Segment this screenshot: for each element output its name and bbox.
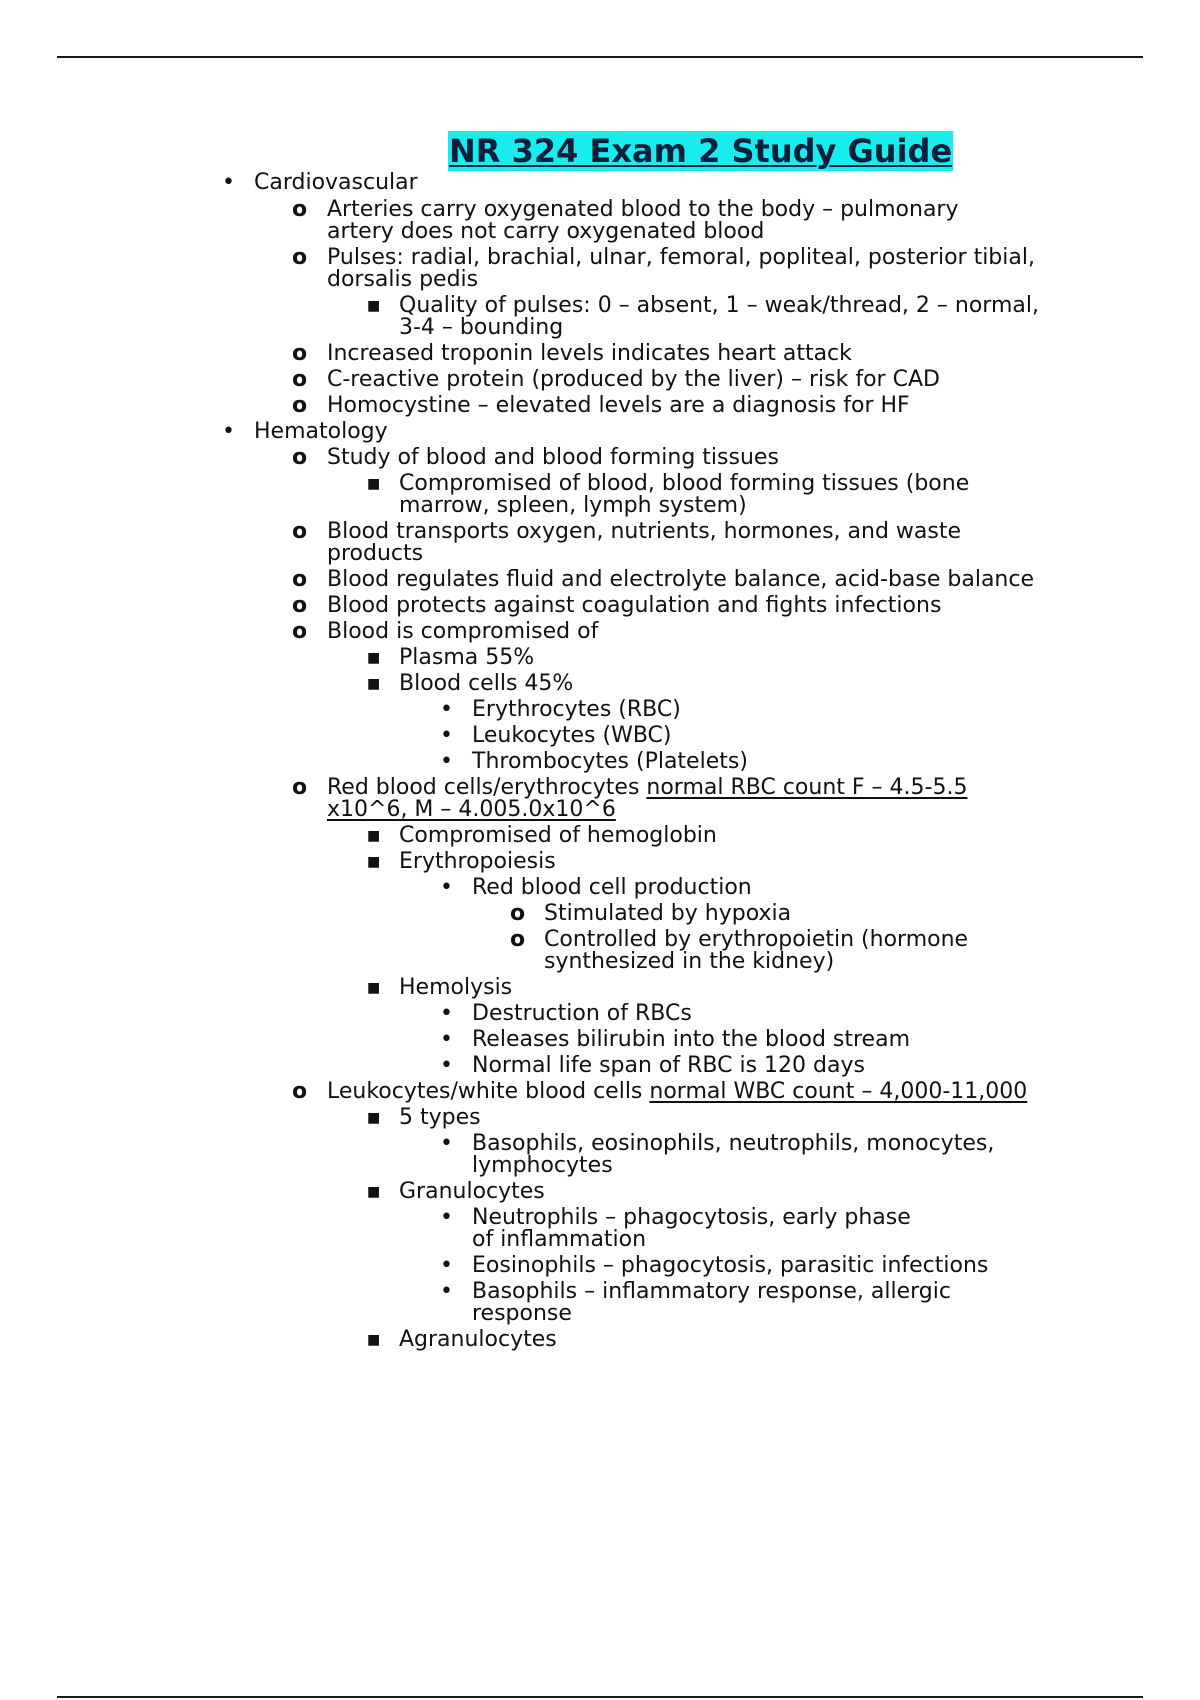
- outline-text: 5 types: [399, 1105, 481, 1130]
- outline-text: Agranulocytes: [399, 1327, 557, 1352]
- outline-line-continuation: [0, 797, 616, 823]
- bullet-marker-icon: o: [292, 775, 308, 800]
- outline-text: Erythropoiesis: [399, 849, 556, 874]
- outline-text: 3-4 – bounding: [399, 315, 564, 340]
- bullet-marker-icon: ■: [367, 854, 381, 870]
- outline-text: Controlled by erythropoietin (hormone: [544, 927, 969, 952]
- outline-text: Plasma 55%: [399, 645, 535, 670]
- outline-item: [0, 1179, 545, 1205]
- bullet-marker-icon: ■: [367, 1332, 381, 1348]
- outline-text: Hematology: [254, 419, 388, 444]
- outline-text: Homocystine – elevated levels are a diagnosis for HF: [327, 393, 910, 418]
- outline-text: Blood transports oxygen, nutrients, hormones, and waste: [327, 519, 962, 544]
- outline-line-continuation: [0, 315, 563, 341]
- bullet-marker-icon: o: [292, 245, 308, 270]
- bullet-marker-icon: o: [510, 927, 526, 952]
- outline-line-continuation: [0, 493, 747, 519]
- outline-item: [0, 1027, 910, 1053]
- bullet-marker-icon: •: [440, 875, 453, 900]
- outline-item: [0, 1001, 692, 1027]
- outline-text: response: [472, 1301, 572, 1326]
- outline-text: Red blood cells/erythrocytes: [327, 775, 647, 800]
- bullet-marker-icon: •: [222, 419, 235, 444]
- outline-text: synthesized in the kidney): [544, 949, 835, 974]
- bullet-marker-icon: ■: [367, 476, 381, 492]
- outline-text: Blood protects against coagulation and fights infections: [327, 593, 942, 618]
- outline-item: [0, 1105, 481, 1131]
- outline-text: dorsalis pedis: [327, 267, 479, 292]
- outline-line-continuation: [0, 541, 423, 567]
- outline-line-continuation: [0, 1301, 572, 1327]
- outline-item: [0, 875, 752, 901]
- outline-item: [0, 823, 717, 849]
- outline-item: [0, 170, 418, 196]
- header-rule: [57, 56, 1143, 58]
- outline-text: Leukocytes/white blood cells: [327, 1079, 650, 1104]
- outline-item: [0, 567, 1034, 593]
- underlined-reference-value: normal WBC count – 4,000-11,000: [649, 1079, 1028, 1104]
- underlined-reference-value: normal RBC count F – 4.5-5.5: [646, 775, 968, 800]
- outline-item: [0, 697, 681, 723]
- outline-text: Increased troponin levels indicates heart attack: [327, 341, 852, 366]
- outline-item: [0, 393, 910, 419]
- bullet-marker-icon: •: [440, 1253, 453, 1278]
- outline-text: Basophils, eosinophils, neutrophils, monocytes,: [472, 1131, 995, 1156]
- bullet-marker-icon: ■: [367, 1184, 381, 1200]
- footer-rule: [57, 1696, 1143, 1698]
- outline-text: Normal life span of RBC is 120 days: [472, 1053, 865, 1078]
- outline-text: Red blood cell production: [472, 875, 752, 900]
- bullet-marker-icon: ■: [367, 298, 381, 314]
- outline-text: Thrombocytes (Platelets): [472, 749, 748, 774]
- outline-item: [0, 645, 534, 671]
- outline-item: [0, 975, 512, 1001]
- outline-item: [0, 849, 556, 875]
- outline-text: Study of blood and blood forming tissues: [327, 445, 779, 470]
- outline-text: of inflammation: [472, 1227, 647, 1252]
- bullet-marker-icon: o: [292, 445, 308, 470]
- outline-text: Erythrocytes (RBC): [472, 697, 681, 722]
- outline-item: [0, 1253, 988, 1279]
- bullet-marker-icon: •: [440, 1131, 453, 1156]
- outline-item: [0, 593, 941, 619]
- bullet-marker-icon: o: [292, 519, 308, 544]
- bullet-marker-icon: •: [440, 749, 453, 774]
- outline-text: Stimulated by hypoxia: [544, 901, 792, 926]
- bullet-marker-icon: o: [292, 367, 308, 392]
- bullet-marker-icon: o: [292, 619, 308, 644]
- outline-text: Basophils – inflammatory response, allergic: [472, 1279, 951, 1304]
- outline-item: [0, 749, 748, 775]
- bullet-marker-icon: •: [222, 170, 235, 195]
- outline-text: Blood is compromised of: [327, 619, 599, 644]
- outline-text: Releases bilirubin into the blood stream: [472, 1027, 911, 1052]
- outline-text: Destruction of RBCs: [472, 1001, 692, 1026]
- outline-text: products: [327, 541, 424, 566]
- outline-text: Blood cells 45%: [399, 671, 574, 696]
- outline-text: marrow, spleen, lymph system): [399, 493, 747, 518]
- outline-line-continuation: [0, 1153, 613, 1179]
- outline-item: [0, 367, 940, 393]
- outline-text: Compromised of blood, blood forming tissues (bone: [399, 471, 970, 496]
- bullet-marker-icon: o: [510, 901, 526, 926]
- bullet-marker-icon: o: [292, 341, 308, 366]
- bullet-marker-icon: o: [292, 1079, 308, 1104]
- bullet-marker-icon: ■: [367, 1110, 381, 1126]
- outline-item: [0, 341, 852, 367]
- outline-text: Hemolysis: [399, 975, 513, 1000]
- outline-text: artery does not carry oxygenated blood: [327, 219, 765, 244]
- outline-text: Granulocytes: [399, 1179, 545, 1204]
- bullet-marker-icon: ■: [367, 980, 381, 996]
- outline-text: Leukocytes (WBC): [472, 723, 672, 748]
- bullet-marker-icon: ■: [367, 828, 381, 844]
- bullet-marker-icon: •: [440, 1001, 453, 1026]
- outline-line-continuation: [0, 219, 764, 245]
- outline-text: lymphocytes: [472, 1153, 613, 1178]
- bullet-marker-icon: •: [440, 1279, 453, 1304]
- outline-text: Quality of pulses: 0 – absent, 1 – weak/thread, 2 – normal,: [399, 293, 1039, 318]
- bullet-marker-icon: •: [440, 1205, 453, 1230]
- outline-item: [0, 901, 791, 927]
- outline-text: Arteries carry oxygenated blood to the body – pulmonary: [327, 197, 959, 222]
- bullet-marker-icon: •: [440, 723, 453, 748]
- bullet-marker-icon: •: [440, 1053, 453, 1078]
- outline-text: Pulses: radial, brachial, ulnar, femoral, popliteal, posterior tibial,: [327, 245, 1035, 270]
- outline-text: C-reactive protein (produced by the liver) – risk for CAD: [327, 367, 940, 392]
- outline-item: [0, 723, 671, 749]
- outline-line-continuation: [0, 267, 478, 293]
- outline-text: Neutrophils – phagocytosis, early phase: [472, 1205, 911, 1230]
- outline-text: Compromised of hemoglobin: [399, 823, 717, 848]
- outline-item: [0, 1327, 557, 1353]
- outline-text: Blood regulates fluid and electrolyte balance, acid-base balance: [327, 567, 1035, 592]
- outline-item: [0, 671, 573, 697]
- outline-item: [0, 445, 779, 471]
- underlined-reference-value: x10^6, M – 4.005.0x10^6: [327, 797, 616, 822]
- outline-line-continuation: [0, 949, 834, 975]
- outline-item: [0, 1079, 1027, 1105]
- outline-line-continuation: [0, 1227, 646, 1253]
- outline-text: Cardiovascular: [254, 170, 418, 195]
- bullet-marker-icon: ■: [367, 676, 381, 692]
- bullet-marker-icon: o: [292, 393, 308, 418]
- bullet-marker-icon: •: [440, 697, 453, 722]
- bullet-marker-icon: ■: [367, 650, 381, 666]
- outline-item: [0, 419, 388, 445]
- bullet-marker-icon: o: [292, 593, 308, 618]
- outline-text: Eosinophils – phagocytosis, parasitic infections: [472, 1253, 989, 1278]
- bullet-marker-icon: o: [292, 197, 308, 222]
- outline-item: [0, 1053, 865, 1079]
- bullet-marker-icon: o: [292, 567, 308, 592]
- page-title: NR 324 Exam 2 Study Guide: [449, 132, 953, 170]
- outline-item: [0, 619, 598, 645]
- bullet-marker-icon: •: [440, 1027, 453, 1052]
